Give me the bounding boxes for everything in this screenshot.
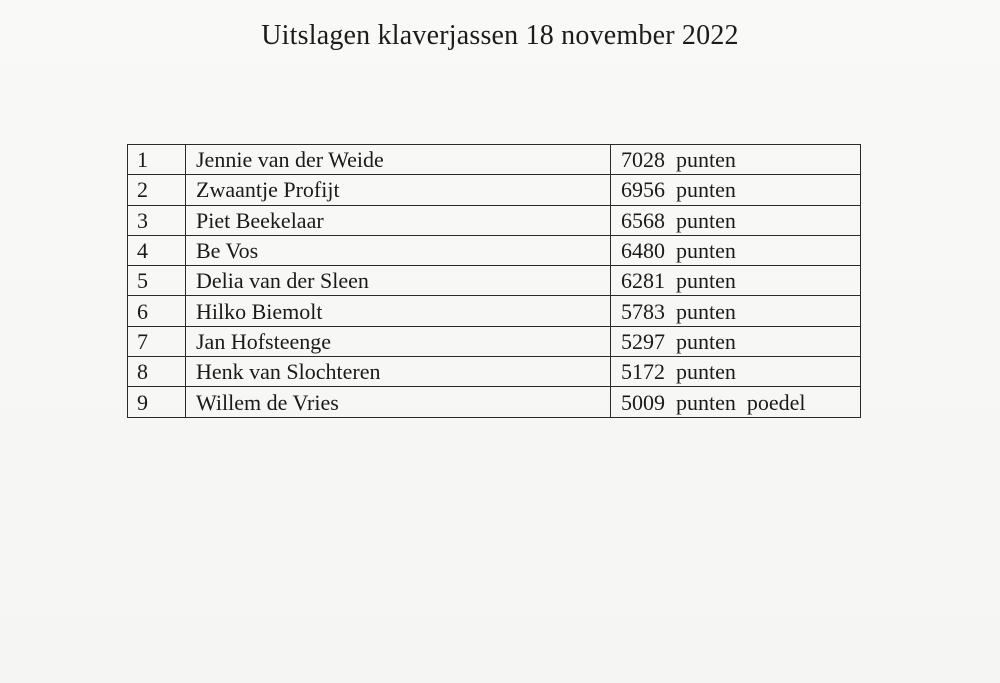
rank-cell: 3 [128,205,186,235]
results-table [127,144,861,418]
player-name-cell: Piet Beekelaar [186,205,611,235]
table-row [128,357,861,387]
table-row [128,235,861,265]
rank-cell: 1 [128,145,186,175]
table-row [128,266,861,296]
rank-cell: 4 [128,235,186,265]
player-name-cell: Jennie van der Weide [186,145,611,175]
player-name-cell: Willem de Vries [186,387,611,417]
player-name-cell: Delia van der Sleen [186,266,611,296]
rank-cell: 8 [128,357,186,387]
player-name-cell: Be Vos [186,235,611,265]
score-cell: 5172 punten [611,357,861,387]
score-cell: 6956 punten [611,175,861,205]
rank-cell: 9 [128,387,186,417]
player-name-cell: Henk van Slochteren [186,357,611,387]
player-name-cell: Jan Hofsteenge [186,326,611,356]
table-row [128,387,861,417]
score-cell: 6480 punten [611,235,861,265]
player-name-cell: Zwaantje Profijt [186,175,611,205]
score-cell: 5009 punten poedel [611,387,861,417]
rank-cell: 2 [128,175,186,205]
results-table-body [128,145,861,418]
rank-cell: 6 [128,296,186,326]
score-cell: 6568 punten [611,205,861,235]
score-cell: 7028 punten [611,145,861,175]
score-cell: 5783 punten [611,296,861,326]
table-row [128,205,861,235]
player-name-cell: Hilko Biemolt [186,296,611,326]
table-row [128,145,861,175]
document-title: Uitslagen klaverjassen 18 november 2022 [261,20,739,51]
rank-cell: 7 [128,326,186,356]
score-cell: 5297 punten [611,326,861,356]
rank-cell: 5 [128,266,186,296]
score-cell: 6281 punten [611,266,861,296]
table-row [128,175,861,205]
table-row [128,326,861,356]
table-row [128,296,861,326]
